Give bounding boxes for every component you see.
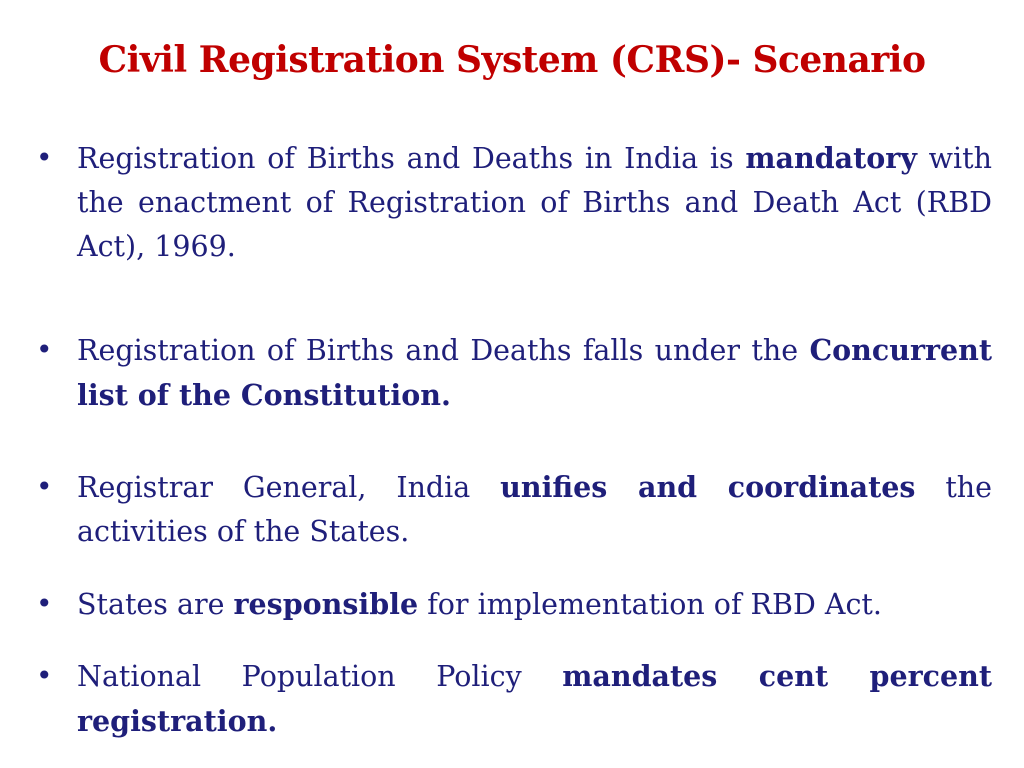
bullet-item-states-responsible [36, 582, 992, 627]
bullet-text [77, 654, 992, 744]
bullet-item-concurrent-list [36, 328, 992, 418]
bullet-text [77, 582, 992, 627]
bullet-icon: • [36, 141, 53, 174]
bullet-text-bold: unifies and coordinates [500, 470, 916, 504]
bullet-text-bold: mandates cent percent registration. [77, 659, 992, 738]
slide-title: Civil Registration System (CRS)- Scenario [98, 39, 926, 81]
bullet-text [77, 328, 992, 418]
bullet-item-rbd-act [36, 136, 992, 269]
bullet-icon: • [36, 333, 53, 366]
bullet-text-part: with the enactment of Registration of Births and Death Act (RBD Act), 1969. [77, 142, 992, 263]
bullet-text-part: Registration of Births and Deaths falls under the [77, 334, 810, 367]
bullet-text-part: National Population Policy [77, 660, 563, 693]
bullet-text-part: the activities of the States. [77, 471, 992, 548]
bullet-icon: • [36, 659, 53, 692]
bullet-icon: • [36, 587, 53, 620]
bullet-text-part: for implementation of RBD Act. [418, 588, 882, 621]
bullet-item-registrar-general [36, 465, 992, 554]
bullet-text-bold: mandatory [745, 141, 917, 175]
bullet-text-bold: Concurrent list of the Constitution. [77, 333, 992, 412]
bullet-text [77, 465, 992, 554]
bullet-text-part: Registration of Births and Deaths in India is [77, 142, 746, 175]
bullet-icon: • [36, 470, 53, 503]
bullet-text-part: Registrar General, India [77, 471, 501, 504]
bullet-text [77, 136, 992, 269]
bullet-item-national-population-policy [36, 654, 992, 744]
bullet-text-part: States are [77, 588, 234, 621]
bullet-text-bold: responsible [233, 587, 419, 621]
